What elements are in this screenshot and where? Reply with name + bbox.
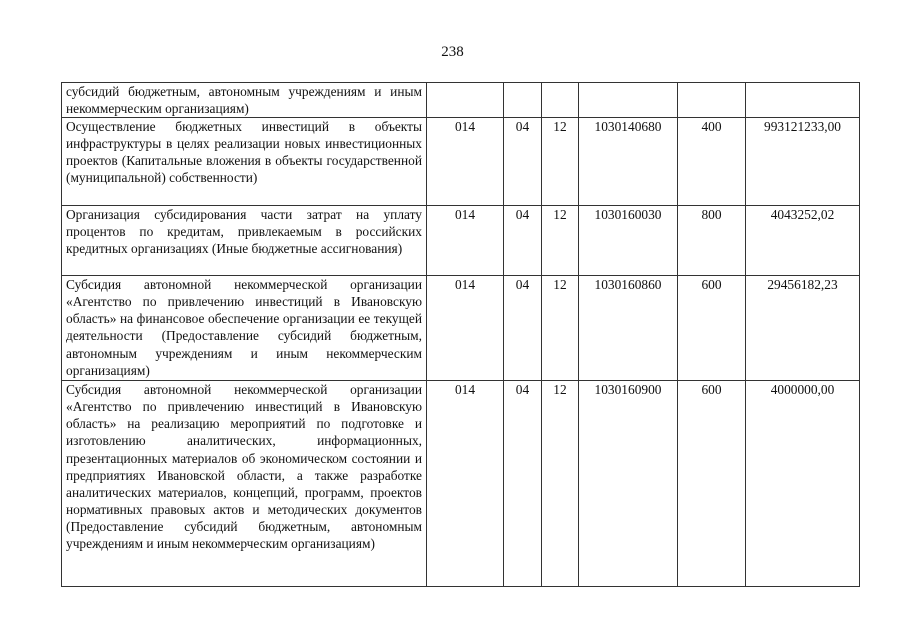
row-razdel: 04 xyxy=(504,276,542,381)
row-podrazdel: 12 xyxy=(542,276,579,381)
row-razdel xyxy=(504,83,542,118)
row-razdel: 04 xyxy=(504,206,542,276)
row-description: субсидий бюджетным, автономным учреждениям и иным некоммерческим организациям) xyxy=(62,83,427,118)
row-grbs xyxy=(427,83,504,118)
row-grbs: 014 xyxy=(427,381,504,587)
row-grbs: 014 xyxy=(427,206,504,276)
row-podrazdel: 12 xyxy=(542,206,579,276)
row-description: Осуществление бюджетных инвестиций в объекты инфраструктуры в целях реализации новых инвестиционных проектов (Капитальные вложения в объекты государственной (муниципальной) собственности) xyxy=(62,118,427,206)
row-target-article: 1030160900 xyxy=(579,381,678,587)
table-row xyxy=(62,118,860,206)
table-row xyxy=(62,381,860,587)
row-description: Субсидия автономной некоммерческой организации «Агентство по привлечению инвестиций в Ивановскую область» на финансовое обеспечение организации ее текущей деятельности (Предоставление субсидий бюджетным, автономным учреждениям и иным некоммерческим организациям) xyxy=(62,276,427,381)
row-sum xyxy=(746,83,860,118)
page-number: 238 xyxy=(441,44,464,60)
row-sum: 29456182,23 xyxy=(746,276,860,381)
row-expense-type: 400 xyxy=(678,118,746,206)
row-sum: 4000000,00 xyxy=(746,381,860,587)
table-row xyxy=(62,83,860,118)
row-grbs: 014 xyxy=(427,276,504,381)
row-podrazdel: 12 xyxy=(542,381,579,587)
budget-table xyxy=(61,82,860,587)
row-expense-type: 600 xyxy=(678,276,746,381)
row-razdel: 04 xyxy=(504,381,542,587)
row-grbs: 014 xyxy=(427,118,504,206)
row-target-article: 1030140680 xyxy=(579,118,678,206)
row-razdel: 04 xyxy=(504,118,542,206)
row-target-article: 1030160030 xyxy=(579,206,678,276)
table-row xyxy=(62,206,860,276)
row-target-article xyxy=(579,83,678,118)
row-description: Субсидия автономной некоммерческой организации «Агентство по привлечению инвестиций в Ивановскую область» на реализацию мероприятий по подготовке и изготовлению аналитических, информационных, презентационных материалов об экономическом состоянии и предприятиях Ивановской области, а также разработке аналитических материалов, концепций, программ, проектов нормативных правовых актов и методических документов (Предоставление субсидий бюджетным, автономным учреждениям и иным некоммерческим организациям) xyxy=(62,381,427,587)
row-podrazdel: 12 xyxy=(542,118,579,206)
row-sum: 993121233,00 xyxy=(746,118,860,206)
row-sum: 4043252,02 xyxy=(746,206,860,276)
row-expense-type: 600 xyxy=(678,381,746,587)
row-target-article: 1030160860 xyxy=(579,276,678,381)
row-expense-type xyxy=(678,83,746,118)
table-row xyxy=(62,276,860,381)
row-podrazdel xyxy=(542,83,579,118)
row-description: Организация субсидирования части затрат на уплату процентов по кредитам, привлекаемым в российских кредитных организациях (Иные бюджетные ассигнования) xyxy=(62,206,427,276)
row-expense-type: 800 xyxy=(678,206,746,276)
